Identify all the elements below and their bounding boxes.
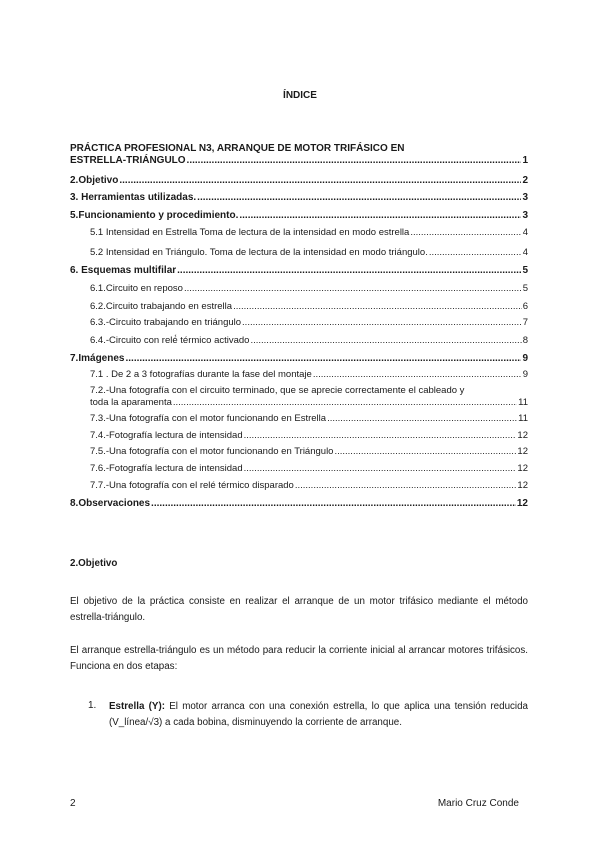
toc-entry-continuation[interactable] — [70, 397, 528, 409]
toc-entry-text: 8.Observaciones — [70, 498, 151, 509]
toc-entry[interactable] — [70, 143, 528, 155]
toc-entry[interactable] — [70, 210, 528, 222]
toc-entry-page: 4 — [522, 227, 528, 238]
toc-entry[interactable] — [70, 385, 528, 397]
paragraph: El arranque estrella-triángulo es un método para reducir la corriente inicial al arrancar motores trifásicos. Funciona en dos etapas: — [70, 645, 528, 672]
toc-entry-page: 1 — [522, 155, 528, 166]
toc-entry-text: toda la aparamenta — [90, 397, 172, 408]
toc-entry[interactable] — [70, 317, 528, 329]
toc-entry[interactable] — [70, 413, 528, 425]
toc-entry[interactable] — [70, 463, 528, 475]
list-number: 1. — [88, 700, 97, 711]
toc-entry[interactable] — [70, 498, 528, 510]
toc-entry-text: 7.2.-Una fotografía con el circuito terminado, que se aprecie correctamente el cableado y — [90, 385, 465, 396]
toc-entry-text: 2.Objetivo — [70, 175, 119, 186]
toc-entry-text: 3. Herramientas utilizadas. — [70, 192, 197, 203]
toc-entry[interactable] — [70, 430, 528, 442]
toc-entry-text: 6.1.Circuito en reposo — [90, 283, 183, 294]
toc-entry[interactable] — [70, 175, 528, 187]
toc-entry[interactable] — [70, 369, 528, 381]
toc-entry-page: 9 — [522, 353, 528, 364]
toc-entry-text: 6.4.-Circuito con relé́ térmico activado — [90, 335, 250, 346]
toc-entry-text: 6.2.Circuito trabajando en estrella — [90, 301, 233, 312]
toc-entry[interactable] — [70, 480, 528, 492]
toc-entry-page: 12 — [517, 430, 528, 441]
toc-entry-text: 7.5.-Una fotografía con el motor funcionando en Triángulo — [90, 446, 334, 457]
page-number: 2 — [70, 798, 76, 809]
toc-entry-text: 6.3.-Circuito trabajando en triángulo — [90, 317, 242, 328]
toc-entry-page: 11 — [518, 413, 528, 424]
toc-entry[interactable] — [70, 227, 528, 239]
toc-entry-text: 6. Esquemas multifilar — [70, 265, 177, 276]
toc-entry-page: 8 — [522, 335, 528, 346]
toc-entry-text: 7.4.-Fotografía lectura de intensidad — [90, 430, 243, 441]
toc-entry-page: 12 — [517, 480, 528, 491]
toc-entry-page: 5 — [522, 265, 528, 276]
toc-entry-text: PRÁCTICA PROFESIONAL N3, ARRANQUE DE MOTOR TRIFÁSICO EN — [70, 143, 405, 154]
toc-entry[interactable] — [70, 265, 528, 277]
toc-entry-text: 7.6.-Fotografía lectura de intensidad — [90, 463, 243, 474]
toc-entry-page: 2 — [522, 175, 528, 186]
toc-entry-text: 7.Imágenes — [70, 353, 125, 364]
list-item-term: Estrella (Y): — [109, 701, 165, 712]
section-heading: 2.Objetivo — [70, 558, 118, 569]
toc-entry-page: 11 — [518, 397, 528, 408]
toc-entry-page: 3 — [522, 210, 528, 221]
toc-entry-text: ESTRELLA-TRIÁNGULO — [70, 155, 186, 166]
toc-entry-text: 5.1 Intensidad en Estrella Toma de lectura de la intensidad en modo estrella — [90, 227, 410, 238]
toc-entry-page: 12 — [517, 463, 528, 474]
toc-entry[interactable] — [70, 247, 528, 259]
toc-entry-text: 5.2 Intensidad en Triángulo. Toma de lectura de la intensidad en modo triángulo. — [90, 247, 428, 258]
toc-entry-page: 9 — [522, 369, 528, 380]
toc-entry-page: 7 — [522, 317, 528, 328]
footer-author: Mario Cruz Conde — [437, 798, 519, 809]
paragraph: El objetivo de la práctica consiste en realizar el arranque de un motor trifásico mediante el método estrella-triángulo. — [70, 596, 528, 623]
list-item-text: El motor arranca con una conexión estrella, lo que aplica una tensión reducida (V_línea/√3) a cada bobina, disminuyendo la corriente de arranque. — [109, 701, 528, 728]
toc-entry-page: 6 — [522, 301, 528, 312]
toc-entry-text: 7.7.-Una fotografía con el relé térmico disparado — [90, 480, 294, 491]
toc-entry-page: 3 — [522, 192, 528, 203]
toc-entry[interactable] — [70, 335, 528, 347]
toc-title: ÍNDICE — [283, 90, 317, 101]
toc-entry-text: 5.Funcionamiento y procedimiento. — [70, 210, 239, 221]
toc-entry[interactable] — [70, 283, 528, 295]
toc-entry-page: 5 — [522, 283, 528, 294]
toc-entry-page: 4 — [522, 247, 528, 258]
toc-entry-text: 7.3.-Una fotografía con el motor funcionando en Estrella — [90, 413, 327, 424]
list-item — [109, 699, 528, 731]
toc-entry[interactable] — [70, 301, 528, 313]
toc-entry-continuation[interactable] — [70, 155, 528, 167]
toc-entry[interactable] — [70, 192, 528, 204]
toc-entry-page: 12 — [517, 446, 528, 457]
toc-entry[interactable] — [70, 446, 528, 458]
toc-entry-page: 12 — [516, 498, 528, 509]
toc-entry[interactable] — [70, 353, 528, 365]
toc-entry-text: 7.1 . De 2 a 3 fotografías durante la fase del montaje — [90, 369, 312, 380]
